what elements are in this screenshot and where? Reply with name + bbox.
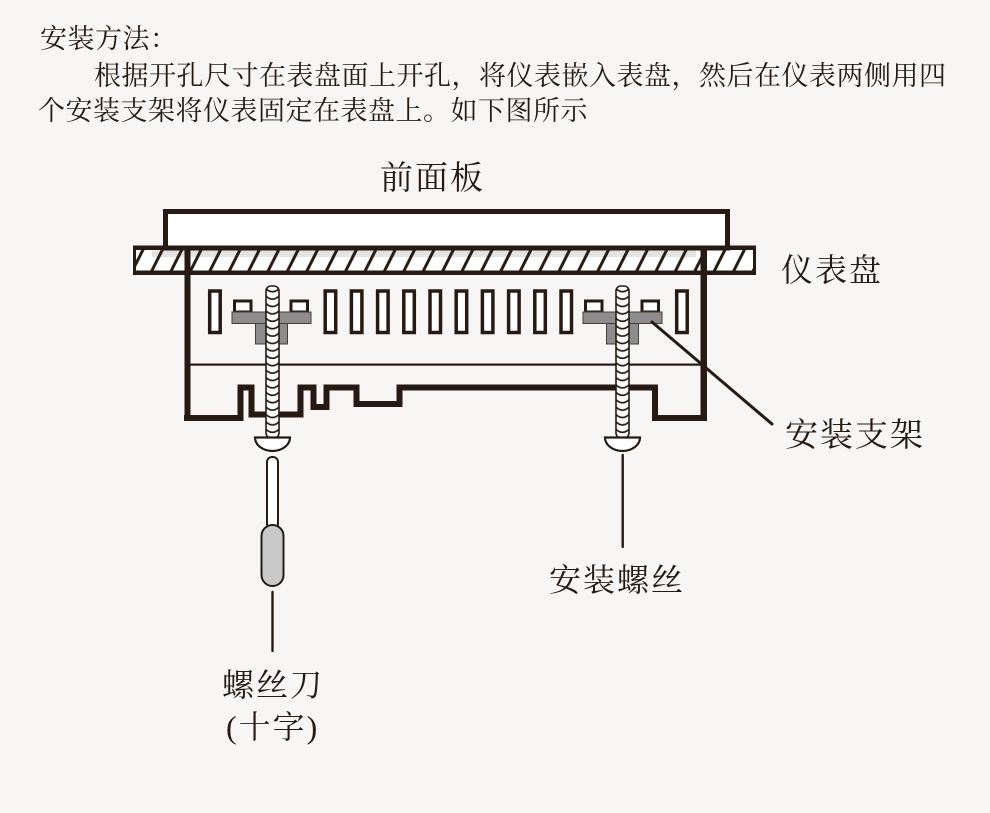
vent-slot	[325, 291, 336, 333]
screw-head	[605, 438, 640, 451]
vent-slot	[482, 291, 493, 333]
vent-slot	[351, 291, 362, 333]
front-panel-drawing	[166, 212, 728, 249]
vent-slot	[456, 291, 467, 333]
instrument-panel-label: 仪表盘	[781, 252, 884, 288]
instructions-line-2: 个安装支架将仪表固定在表盘上。如下图所示	[38, 96, 588, 126]
screwdriver-type-label: (十字)	[226, 709, 320, 745]
vent-slot	[404, 291, 415, 333]
vent-slot	[378, 291, 389, 333]
instructions-heading: 安装方法：	[40, 24, 178, 54]
front-panel-label: 前面板	[380, 161, 485, 197]
vent-slot	[430, 291, 441, 333]
screwdriver-label: 螺丝刀	[222, 667, 325, 703]
mounting-bracket-label: 安装支架	[785, 418, 925, 454]
vent-slot	[561, 291, 572, 333]
vent-slot	[535, 291, 546, 333]
mounting-screw-left	[255, 286, 290, 451]
mounting-screw-right	[605, 286, 640, 451]
screwdriver-shaft	[267, 457, 278, 529]
screwdriver-drawing	[262, 457, 284, 586]
vent-slot	[210, 291, 221, 333]
screwdriver-handle	[262, 525, 284, 586]
vent-slot	[677, 291, 688, 333]
screw-head	[255, 438, 290, 451]
leader-line-bracket	[652, 322, 772, 424]
instructions-line-1: 根据开孔尺寸在表盘面上开孔，将仪表嵌入表盘，然后在仪表两侧用四	[94, 61, 947, 91]
vent-slot	[509, 291, 519, 333]
mounting-screw-label: 安装螺丝	[549, 562, 686, 598]
